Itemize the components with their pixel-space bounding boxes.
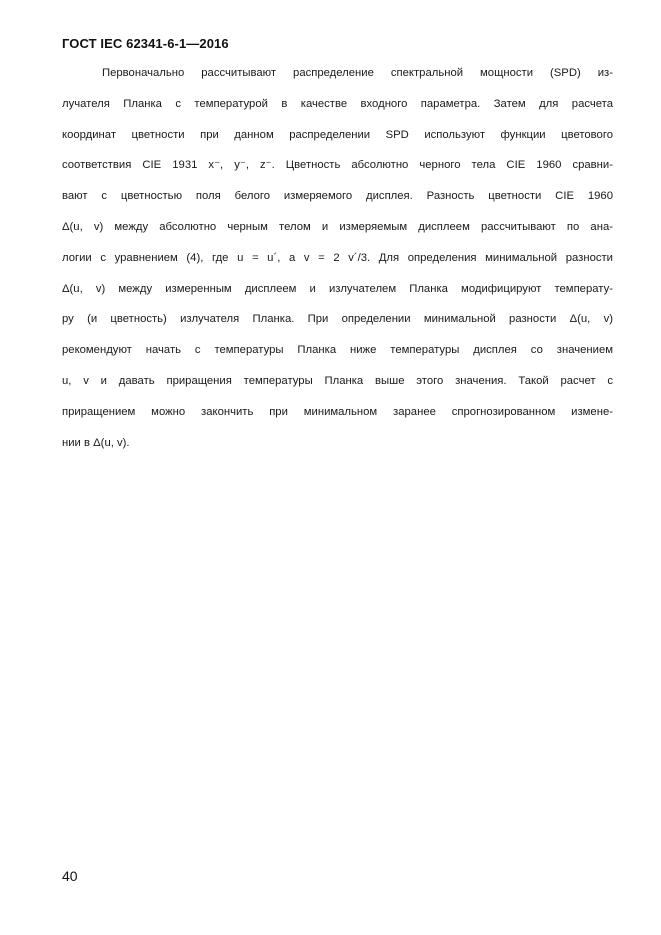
paragraph-line: координат цветности при данном распределении SPD используют функции цветового [62, 128, 613, 141]
paragraph-line: приращением можно закончить при минимальном заранее спрогнозированном измене- [62, 405, 613, 418]
paragraph-line: логии с уравнением (4), где u = u´, а v = 2 v´/3. Для определения минимальной разности [62, 251, 613, 264]
paragraph-line: Δ(u, v) между измеренным дисплеем и излучателем Планка модифицируют температу- [62, 282, 613, 295]
paragraph-line: вают с цветностью поля белого измеряемого дисплея. Разность цветности CIE 1960 [62, 190, 613, 203]
paragraph-line: Δ(u, v) между абсолютно черным телом и измеряемым дисплеем рассчитывают по ана- [62, 220, 613, 233]
paragraph-line: соответствия CIE 1931 x⁻, y⁻, z⁻. Цветность абсолютно черного тела CIE 1960 сравни- [62, 159, 613, 172]
paragraph-line: нии в Δ(u, v). [62, 436, 130, 449]
paragraph-line: u, v и давать приращения температуры Планка выше этого значения. Такой расчет с [62, 374, 613, 387]
document-header-title: ГОСТ IEC 62341-6-1—2016 [62, 36, 229, 51]
paragraph-line: рекомендуют начать с температуры Планка ниже температуры дисплея со значением [62, 344, 613, 357]
paragraph-line: Первоначально рассчитывают распределение спектральной мощности (SPD) из- [102, 67, 613, 79]
paragraph-line: лучателя Планка с температурой в качестве входного параметра. Затем для расчета [62, 97, 613, 110]
body-paragraph [62, 58, 613, 458]
page-number: 40 [62, 868, 78, 884]
paragraph-line: ру (и цветность) излучателя Планка. При определении минимальной разности Δ(u, v) [62, 313, 613, 326]
